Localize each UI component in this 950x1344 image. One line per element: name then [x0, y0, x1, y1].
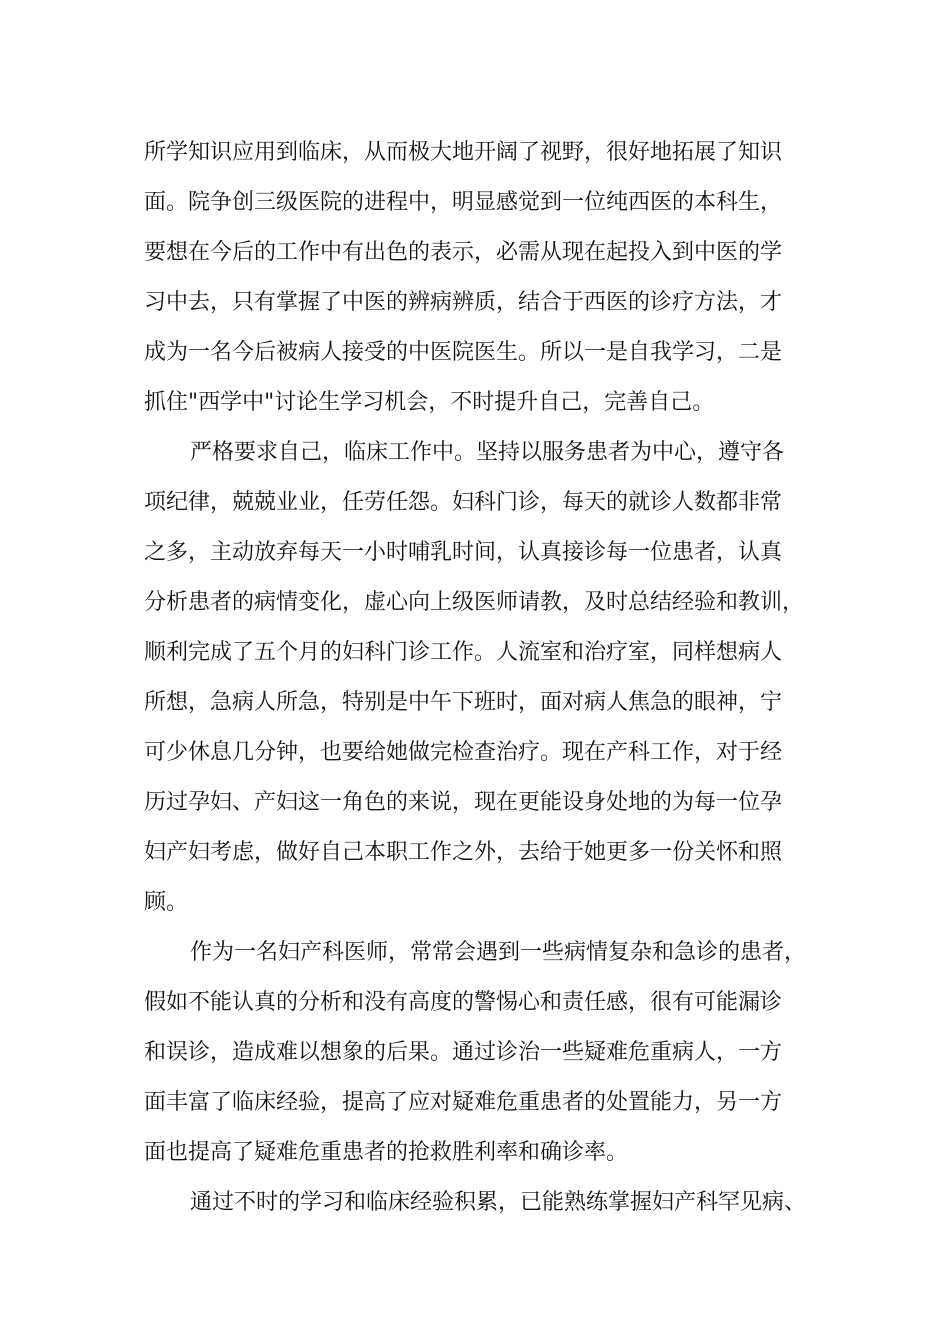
text-line: 严格要求自己，临床工作中。坚持以服务患者为中心，遵守各	[190, 440, 785, 465]
text-line: 作为一名妇产科医师，常常会遇到一些病情复杂和急诊的患者，	[190, 940, 807, 965]
text-line: 成为一名今后被病人接受的中医院医生。所以一是自我学习，二是	[144, 340, 783, 365]
paragraph-3	[144, 928, 834, 1178]
text-line: 要想在今后的工作中有出色的表示，必需从现在起投入到中医的学	[144, 240, 783, 265]
text-line: 顾。	[144, 890, 189, 915]
document-body	[144, 128, 834, 1228]
text-line: 习中去，只有掌握了中医的辨病辨质，结合于西医的诊疗方法，才	[144, 290, 783, 315]
text-line: 面丰富了临床经验，提高了应对疑难危重患者的处置能力，另一方	[144, 1090, 783, 1115]
text-line: 通过不时的学习和临床经验积累，已能熟练掌握妇产科罕见病、	[190, 1190, 807, 1215]
text-line: 假如不能认真的分析和没有高度的警惕心和责任感，很有可能漏诊	[144, 990, 783, 1015]
paragraph-4	[144, 1178, 834, 1228]
text-line: 之多，主动放弃每天一小时哺乳时间，认真接诊每一位患者，认真	[144, 540, 783, 565]
text-line: 面也提高了疑难危重患者的抢救胜利率和确诊率。	[144, 1140, 629, 1165]
text-line: 所学知识应用到临床，从而极大地开阔了视野，很好地拓展了知识	[144, 140, 783, 165]
text-line: 面。院争创三级医院的进程中，明显感觉到一位纯西医的本科生，	[144, 190, 783, 215]
text-line: 妇产妇考虑，做好自己本职工作之外，去给于她更多一份关怀和照	[144, 840, 783, 865]
text-line: 历过孕妇、产妇这一角色的来说，现在更能设身处地的为每一位孕	[144, 790, 783, 815]
text-line: 和误诊，造成难以想象的后果。通过诊治一些疑难危重病人，一方	[144, 1040, 783, 1065]
text-line: 抓住"西学中"讨论生学习机会，不时提升自己，完善自己。	[144, 390, 715, 415]
paragraph-2	[144, 428, 834, 928]
text-line: 分析患者的病情变化，虚心向上级医师请教，及时总结经验和教训，	[144, 590, 805, 615]
text-line: 顺利完成了五个月的妇科门诊工作。人流室和治疗室，同样想病人	[144, 640, 783, 665]
text-line: 所想，急病人所急，特别是中午下班时，面对病人焦急的眼神，宁	[144, 690, 783, 715]
text-line: 可少休息几分钟，也要给她做完检查治疗。现在产科工作，对于经	[144, 740, 783, 765]
text-line: 项纪律，兢兢业业，任劳任怨。妇科门诊，每天的就诊人数都非常	[144, 490, 783, 515]
paragraph-1	[144, 128, 834, 428]
